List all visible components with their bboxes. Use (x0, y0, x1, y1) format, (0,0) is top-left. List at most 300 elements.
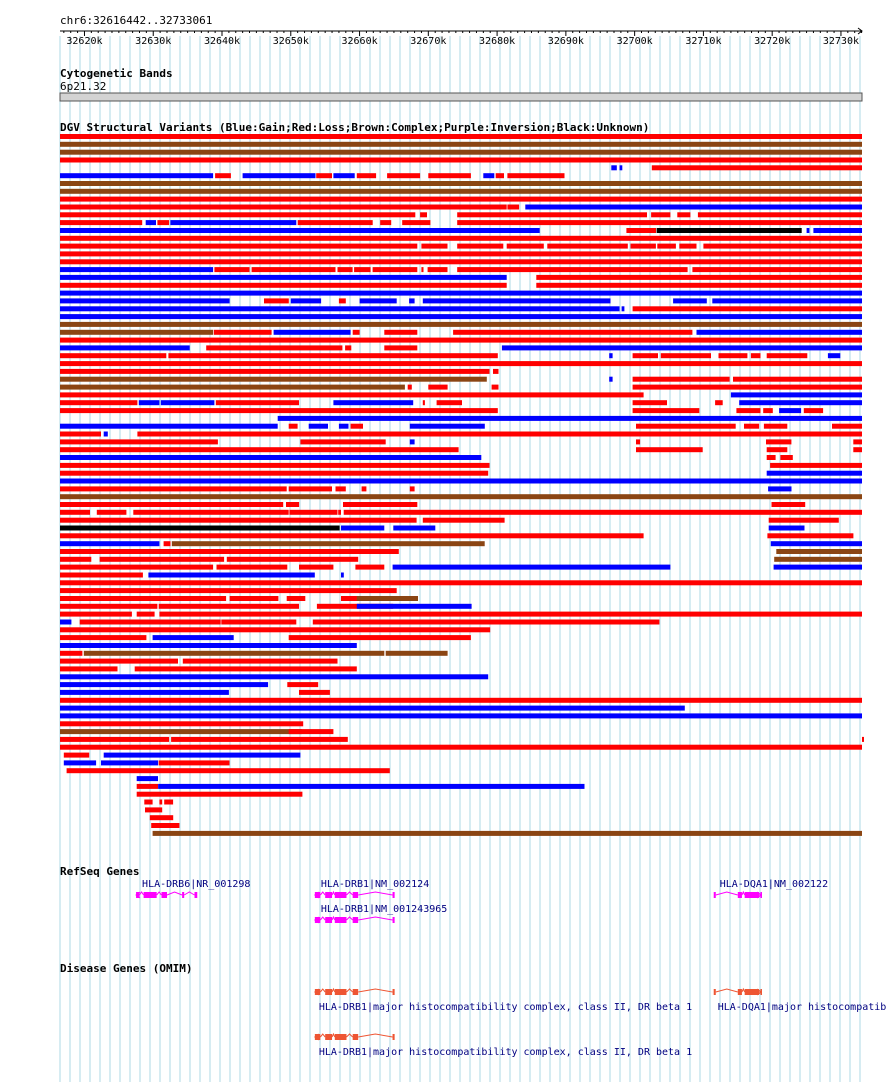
sv-loss-bar[interactable] (60, 580, 862, 585)
sv-gain-bar[interactable] (101, 760, 158, 765)
refseq-gene-intron (332, 917, 335, 920)
sv-gain-bar[interactable] (739, 400, 862, 405)
sv-gain-bar[interactable] (139, 400, 160, 405)
sv-gain-bar[interactable] (60, 275, 507, 280)
sv-complex-bar[interactable] (153, 831, 862, 836)
sv-loss-bar[interactable] (286, 502, 299, 507)
sv-gain-bar[interactable] (243, 173, 316, 178)
sv-loss-bar[interactable] (715, 400, 723, 405)
sv-loss-bar[interactable] (60, 463, 490, 468)
sv-loss-bar[interactable] (216, 400, 299, 405)
sv-loss-bar[interactable] (168, 353, 497, 358)
sv-loss-bar[interactable] (159, 612, 862, 617)
sv-gain-bar[interactable] (60, 455, 481, 460)
sv-loss-bar[interactable] (298, 220, 373, 225)
sv-loss-bar[interactable] (289, 635, 471, 640)
sv-loss-bar[interactable] (137, 612, 155, 617)
sv-gain-bar[interactable] (697, 330, 863, 335)
sv-gain-bar[interactable] (410, 424, 485, 429)
sv-loss-bar[interactable] (633, 400, 667, 405)
sv-loss-bar[interactable] (420, 212, 427, 217)
sv-loss-bar[interactable] (60, 604, 157, 609)
sv-loss-bar[interactable] (657, 244, 676, 249)
sv-gain-bar[interactable] (828, 353, 840, 358)
sv-loss-bar[interactable] (60, 698, 862, 703)
sv-loss-bar[interactable] (457, 212, 647, 217)
sv-loss-bar[interactable] (60, 557, 91, 562)
sv-gain-bar[interactable] (502, 345, 862, 350)
sv-gain-bar[interactable] (137, 776, 158, 781)
sv-loss-bar[interactable] (853, 439, 862, 444)
sv-unknown-bar[interactable] (60, 526, 340, 531)
sv-loss-bar[interactable] (496, 173, 504, 178)
sv-gain-bar[interactable] (60, 306, 620, 311)
sv-gain-bar[interactable] (60, 479, 862, 484)
sv-loss-bar[interactable] (60, 721, 303, 726)
sv-gain-bar[interactable] (333, 173, 354, 178)
sv-gain-bar[interactable] (712, 298, 862, 303)
sv-loss-bar[interactable] (227, 557, 358, 562)
sv-loss-bar[interactable] (507, 244, 544, 249)
sv-loss-bar[interactable] (362, 486, 367, 491)
sv-loss-bar[interactable] (300, 439, 385, 444)
sv-loss-bar[interactable] (60, 283, 507, 288)
sv-gain-bar[interactable] (769, 526, 805, 531)
ruler-tick-label: 32630k (135, 36, 172, 47)
omim-gene[interactable] (315, 989, 692, 1013)
sv-loss-bar[interactable] (60, 518, 417, 523)
sv-loss-bar[interactable] (60, 259, 862, 264)
sv-loss-bar[interactable] (60, 596, 226, 601)
sv-loss-bar[interactable] (60, 134, 862, 139)
sv-loss-bar[interactable] (832, 424, 862, 429)
sv-loss-bar[interactable] (764, 424, 787, 429)
sv-loss-bar[interactable] (137, 784, 158, 789)
refseq-gene[interactable] (714, 879, 828, 898)
sv-gain-bar[interactable] (60, 620, 71, 625)
sv-complex-bar[interactable] (386, 651, 448, 656)
sv-loss-bar[interactable] (339, 298, 346, 303)
sv-gain-bar[interactable] (60, 173, 213, 178)
sv-unknown-bar[interactable] (657, 228, 802, 233)
sv-loss-bar[interactable] (763, 408, 773, 413)
sv-loss-bar[interactable] (64, 753, 89, 758)
sv-loss-bar[interactable] (289, 510, 337, 515)
sv-gain-bar[interactable] (807, 228, 810, 233)
sv-loss-bar[interactable] (507, 205, 519, 210)
sv-loss-bar[interactable] (159, 760, 230, 765)
sv-loss-bar[interactable] (60, 392, 644, 397)
sv-loss-bar[interactable] (636, 424, 736, 429)
sv-complex-bar[interactable] (84, 651, 385, 656)
sv-loss-bar[interactable] (770, 463, 862, 468)
sv-loss-bar[interactable] (171, 737, 348, 742)
sv-gain-bar[interactable] (60, 643, 357, 648)
sv-gain-bar[interactable] (60, 690, 229, 695)
sv-loss-bar[interactable] (336, 486, 346, 491)
sv-gain-bar[interactable] (525, 205, 862, 210)
sv-loss-bar[interactable] (408, 385, 412, 390)
sv-loss-bar[interactable] (780, 455, 792, 460)
sv-loss-bar[interactable] (159, 604, 299, 609)
sv-complex-bar[interactable] (156, 729, 302, 734)
sv-loss-bar[interactable] (97, 510, 127, 515)
sv-gain-bar[interactable] (339, 424, 349, 429)
sv-loss-bar[interactable] (316, 173, 332, 178)
omim-gene-exon (738, 989, 742, 995)
sv-complex-bar[interactable] (60, 142, 862, 147)
sv-gain-bar[interactable] (622, 306, 625, 311)
sv-loss-bar[interactable] (60, 251, 862, 256)
sv-loss-bar[interactable] (636, 439, 640, 444)
sv-loss-bar[interactable] (60, 635, 146, 640)
sv-loss-bar[interactable] (767, 455, 776, 460)
sv-gain-bar[interactable] (409, 298, 415, 303)
sv-loss-bar[interactable] (60, 400, 137, 405)
sv-gain-bar[interactable] (771, 541, 862, 546)
sv-loss-bar[interactable] (60, 533, 644, 538)
sv-loss-bar[interactable] (230, 596, 279, 601)
sv-gain-bar[interactable] (148, 573, 314, 578)
sv-complex-bar[interactable] (774, 557, 862, 562)
sv-loss-bar[interactable] (60, 353, 166, 358)
sv-complex-bar[interactable] (60, 377, 487, 382)
sv-loss-bar[interactable] (137, 432, 862, 437)
sv-gain-bar[interactable] (333, 400, 413, 405)
sv-loss-bar[interactable] (214, 267, 249, 272)
sv-gain-bar[interactable] (768, 486, 791, 491)
sv-loss-bar[interactable] (677, 212, 690, 217)
refseq-gene-exon (393, 892, 395, 898)
sv-loss-bar[interactable] (351, 424, 363, 429)
sv-loss-bar[interactable] (423, 518, 505, 523)
sv-loss-bar[interactable] (772, 502, 806, 507)
sv-loss-bar[interactable] (217, 565, 288, 570)
sv-loss-bar[interactable] (289, 729, 334, 734)
sv-gain-bar[interactable] (170, 220, 296, 225)
sv-loss-bar[interactable] (343, 502, 417, 507)
sv-gain-bar[interactable] (360, 298, 397, 303)
sv-loss-bar[interactable] (60, 338, 862, 343)
sv-loss-bar[interactable] (338, 267, 353, 272)
omim-gene-exon (325, 989, 332, 995)
ruler-tick-label: 32730k (822, 36, 860, 47)
refseq-gene-exon (745, 892, 759, 898)
sv-loss-bar[interactable] (100, 557, 225, 562)
sv-loss-bar[interactable] (313, 620, 660, 625)
sv-loss-bar[interactable] (402, 220, 430, 225)
sv-gain-bar[interactable] (60, 345, 190, 350)
refseq-gene-exon (738, 892, 742, 898)
sv-gain-bar[interactable] (609, 377, 612, 382)
sv-loss-bar[interactable] (633, 353, 658, 358)
refseq-gene[interactable] (315, 879, 429, 898)
sv-loss-bar[interactable] (60, 369, 490, 374)
sv-loss-bar[interactable] (661, 353, 711, 358)
sv-loss-bar[interactable] (133, 510, 288, 515)
sv-loss-bar[interactable] (536, 283, 862, 288)
sv-complex-bar[interactable] (60, 189, 862, 194)
sv-loss-bar[interactable] (421, 267, 423, 272)
sv-loss-bar[interactable] (421, 244, 447, 249)
sv-gain-bar[interactable] (158, 784, 584, 789)
sv-loss-bar[interactable] (437, 400, 462, 405)
sv-loss-bar[interactable] (60, 659, 178, 664)
region-label: chr6:32616442..32733061 (60, 14, 213, 27)
sv-loss-bar[interactable] (633, 408, 700, 413)
sv-loss-bar[interactable] (536, 275, 862, 280)
refseq-gene-exon (353, 917, 359, 923)
sv-gain-bar[interactable] (161, 400, 215, 405)
sv-loss-bar[interactable] (135, 666, 357, 671)
sv-complex-bar[interactable] (172, 541, 485, 546)
sv-loss-bar[interactable] (428, 173, 471, 178)
ruler-tick-label: 32650k (272, 36, 309, 47)
sv-gain-bar[interactable] (60, 674, 488, 679)
sv-gain-bar[interactable] (341, 526, 384, 531)
sv-loss-bar[interactable] (719, 353, 748, 358)
sv-complex-bar[interactable] (60, 385, 405, 390)
sv-loss-bar[interactable] (423, 400, 425, 405)
sv-loss-bar[interactable] (264, 298, 289, 303)
omim-genes (315, 989, 886, 1058)
refseq-gene-intron (358, 917, 392, 920)
sv-complex-bar[interactable] (60, 322, 862, 327)
sv-loss-bar[interactable] (67, 768, 390, 773)
sv-loss-bar[interactable] (380, 220, 391, 225)
sv-loss-bar[interactable] (60, 573, 143, 578)
sv-loss-bar[interactable] (60, 408, 498, 413)
refseq-gene-intron (157, 892, 162, 895)
sv-loss-bar[interactable] (410, 486, 415, 491)
sv-loss-bar[interactable] (767, 533, 853, 538)
sv-loss-bar[interactable] (159, 800, 162, 805)
sv-loss-bar[interactable] (60, 471, 488, 476)
sv-loss-bar[interactable] (492, 385, 499, 390)
sv-loss-bar[interactable] (692, 267, 862, 272)
sv-loss-bar[interactable] (60, 236, 862, 241)
sv-loss-bar[interactable] (355, 565, 384, 570)
sv-loss-bar[interactable] (631, 244, 656, 249)
sv-loss-bar[interactable] (221, 620, 296, 625)
sv-gain-bar[interactable] (60, 267, 213, 272)
sv-complex-bar[interactable] (60, 494, 862, 499)
sv-loss-bar[interactable] (60, 627, 490, 632)
sv-loss-bar[interactable] (164, 800, 173, 805)
sv-loss-bar[interactable] (145, 807, 162, 812)
sv-loss-bar[interactable] (633, 306, 862, 311)
sv-loss-bar[interactable] (736, 408, 760, 413)
sv-loss-bar[interactable] (60, 244, 417, 249)
sv-loss-bar[interactable] (60, 565, 213, 570)
sv-loss-bar[interactable] (151, 823, 179, 828)
refseq-gene-intron (358, 892, 392, 895)
sv-loss-bar[interactable] (804, 408, 823, 413)
sv-loss-bar[interactable] (493, 369, 499, 374)
sv-loss-bar[interactable] (60, 666, 118, 671)
refseq-gene-exon (353, 892, 359, 898)
sv-loss-bar[interactable] (183, 659, 338, 664)
sv-loss-bar[interactable] (769, 518, 839, 523)
sv-loss-bar[interactable] (345, 345, 351, 350)
sv-complex-bar[interactable] (60, 729, 156, 734)
sv-loss-bar[interactable] (373, 267, 418, 272)
sv-gain-bar[interactable] (341, 573, 344, 578)
sv-loss-bar[interactable] (766, 439, 791, 444)
sv-gain-bar[interactable] (60, 314, 862, 319)
sv-loss-bar[interactable] (252, 267, 336, 272)
sv-gain-bar[interactable] (153, 635, 234, 640)
sv-gain-bar[interactable] (673, 298, 707, 303)
sv-loss-bar[interactable] (626, 228, 656, 233)
sv-loss-bar[interactable] (384, 330, 417, 335)
sv-loss-bar[interactable] (60, 432, 101, 437)
sv-loss-bar[interactable] (767, 447, 788, 452)
sv-complex-bar[interactable] (60, 181, 862, 186)
sv-loss-bar[interactable] (60, 486, 287, 491)
sv-gain-bar[interactable] (483, 173, 494, 178)
sv-gain-bar[interactable] (767, 471, 862, 476)
sv-loss-bar[interactable] (289, 424, 298, 429)
sv-loss-bar[interactable] (289, 486, 332, 491)
omim-gene-label: HLA-DQA1|major histocompatib (717, 1002, 887, 1013)
sv-loss-bar[interactable] (453, 330, 692, 335)
refseq-gene[interactable] (315, 904, 447, 923)
sv-gain-bar[interactable] (309, 424, 328, 429)
sv-loss-bar[interactable] (60, 588, 397, 593)
sv-gain-bar[interactable] (393, 565, 671, 570)
sv-loss-bar[interactable] (428, 267, 448, 272)
sv-gain-bar[interactable] (291, 298, 321, 303)
sv-loss-bar[interactable] (60, 502, 283, 507)
sv-loss-bar[interactable] (457, 220, 862, 225)
sv-gain-bar[interactable] (393, 526, 435, 531)
sv-gain-bar[interactable] (60, 706, 685, 711)
sv-complex-bar[interactable] (776, 549, 862, 554)
sv-gain-bar[interactable] (274, 330, 351, 335)
sv-loss-bar[interactable] (60, 212, 415, 217)
sv-loss-bar[interactable] (651, 212, 670, 217)
sv-loss-bar[interactable] (679, 244, 696, 249)
sv-loss-bar[interactable] (428, 385, 447, 390)
sv-gain-bar[interactable] (60, 228, 540, 233)
sv-loss-bar[interactable] (214, 330, 272, 335)
omim-gene[interactable] (315, 1034, 692, 1058)
sv-gain-bar[interactable] (104, 753, 301, 758)
sv-loss-bar[interactable] (862, 737, 864, 742)
sv-gain-bar[interactable] (813, 228, 862, 233)
sv-loss-bar[interactable] (299, 565, 333, 570)
sv-gain-bar[interactable] (278, 416, 862, 421)
sv-loss-bar[interactable] (457, 244, 503, 249)
sv-loss-bar[interactable] (507, 173, 564, 178)
sv-loss-bar[interactable] (60, 197, 862, 202)
sv-loss-bar[interactable] (60, 220, 142, 225)
sv-loss-bar[interactable] (733, 377, 862, 382)
sv-gain-bar[interactable] (104, 432, 108, 437)
sv-loss-bar[interactable] (353, 330, 360, 335)
sv-loss-bar[interactable] (60, 612, 132, 617)
refseq-gene[interactable] (136, 879, 250, 898)
sv-loss-bar[interactable] (60, 549, 399, 554)
sv-gain-bar[interactable] (423, 298, 611, 303)
sv-loss-bar[interactable] (357, 173, 376, 178)
sv-gain-bar[interactable] (64, 760, 96, 765)
sv-loss-bar[interactable] (60, 158, 862, 163)
sv-loss-bar[interactable] (636, 447, 703, 452)
sv-loss-bar[interactable] (157, 220, 169, 225)
sv-gain-bar[interactable] (60, 713, 862, 718)
sv-loss-bar[interactable] (164, 541, 171, 546)
sv-loss-bar[interactable] (384, 345, 417, 350)
sv-loss-bar[interactable] (150, 815, 173, 820)
sv-loss-bar[interactable] (60, 361, 862, 366)
sv-complex-bar[interactable] (60, 150, 862, 155)
sv-loss-bar[interactable] (633, 385, 862, 390)
sv-gain-bar[interactable] (609, 353, 612, 358)
sv-gain-bar[interactable] (60, 541, 159, 546)
sv-complex-bar[interactable] (60, 330, 213, 335)
sv-loss-bar[interactable] (633, 377, 730, 382)
refseq-gene-intron (184, 892, 194, 895)
sv-gain-bar[interactable] (620, 165, 623, 170)
sv-loss-bar[interactable] (60, 651, 82, 656)
sv-gain-bar[interactable] (60, 424, 278, 429)
sv-loss-bar[interactable] (744, 424, 759, 429)
sv-loss-bar[interactable] (344, 510, 862, 515)
sv-gain-bar[interactable] (60, 298, 230, 303)
cytoband-bar[interactable] (60, 93, 862, 101)
sv-gain-bar[interactable] (779, 408, 801, 413)
sv-gain-bar[interactable] (357, 604, 472, 609)
sv-loss-bar[interactable] (338, 510, 341, 515)
sv-loss-bar[interactable] (767, 353, 808, 358)
sv-loss-bar[interactable] (144, 800, 152, 805)
sv-loss-bar[interactable] (703, 244, 862, 249)
sv-loss-bar[interactable] (215, 173, 231, 178)
sv-loss-bar[interactable] (60, 745, 862, 750)
sv-loss-bar[interactable] (60, 737, 169, 742)
sv-loss-bar[interactable] (287, 682, 318, 687)
sv-loss-bar[interactable] (387, 173, 420, 178)
sv-loss-bar[interactable] (547, 244, 628, 249)
sv-loss-bar[interactable] (60, 205, 507, 210)
sv-gain-bar[interactable] (410, 439, 415, 444)
sv-loss-bar[interactable] (652, 165, 862, 170)
sv-loss-bar[interactable] (60, 439, 218, 444)
sv-loss-bar[interactable] (287, 596, 306, 601)
sv-gain-bar[interactable] (611, 165, 617, 170)
sv-loss-bar[interactable] (751, 353, 761, 358)
sv-loss-bar[interactable] (299, 690, 330, 695)
sv-loss-bar[interactable] (853, 447, 862, 452)
sv-gain-bar[interactable] (774, 565, 862, 570)
sv-loss-bar[interactable] (354, 267, 371, 272)
sv-loss-bar[interactable] (698, 212, 862, 217)
sv-loss-bar[interactable] (457, 267, 687, 272)
sv-loss-bar[interactable] (80, 620, 221, 625)
sv-loss-bar[interactable] (60, 447, 459, 452)
refseq-gene-exon (195, 892, 198, 898)
sv-gain-bar[interactable] (60, 291, 862, 296)
sv-complex-bar[interactable] (357, 596, 418, 601)
sv-gain-bar[interactable] (731, 392, 862, 397)
sv-loss-bar[interactable] (60, 510, 90, 515)
sv-loss-bar[interactable] (137, 792, 303, 797)
sv-gain-bar[interactable] (60, 682, 268, 687)
sv-gain-bar[interactable] (146, 220, 156, 225)
sv-loss-bar[interactable] (206, 345, 342, 350)
